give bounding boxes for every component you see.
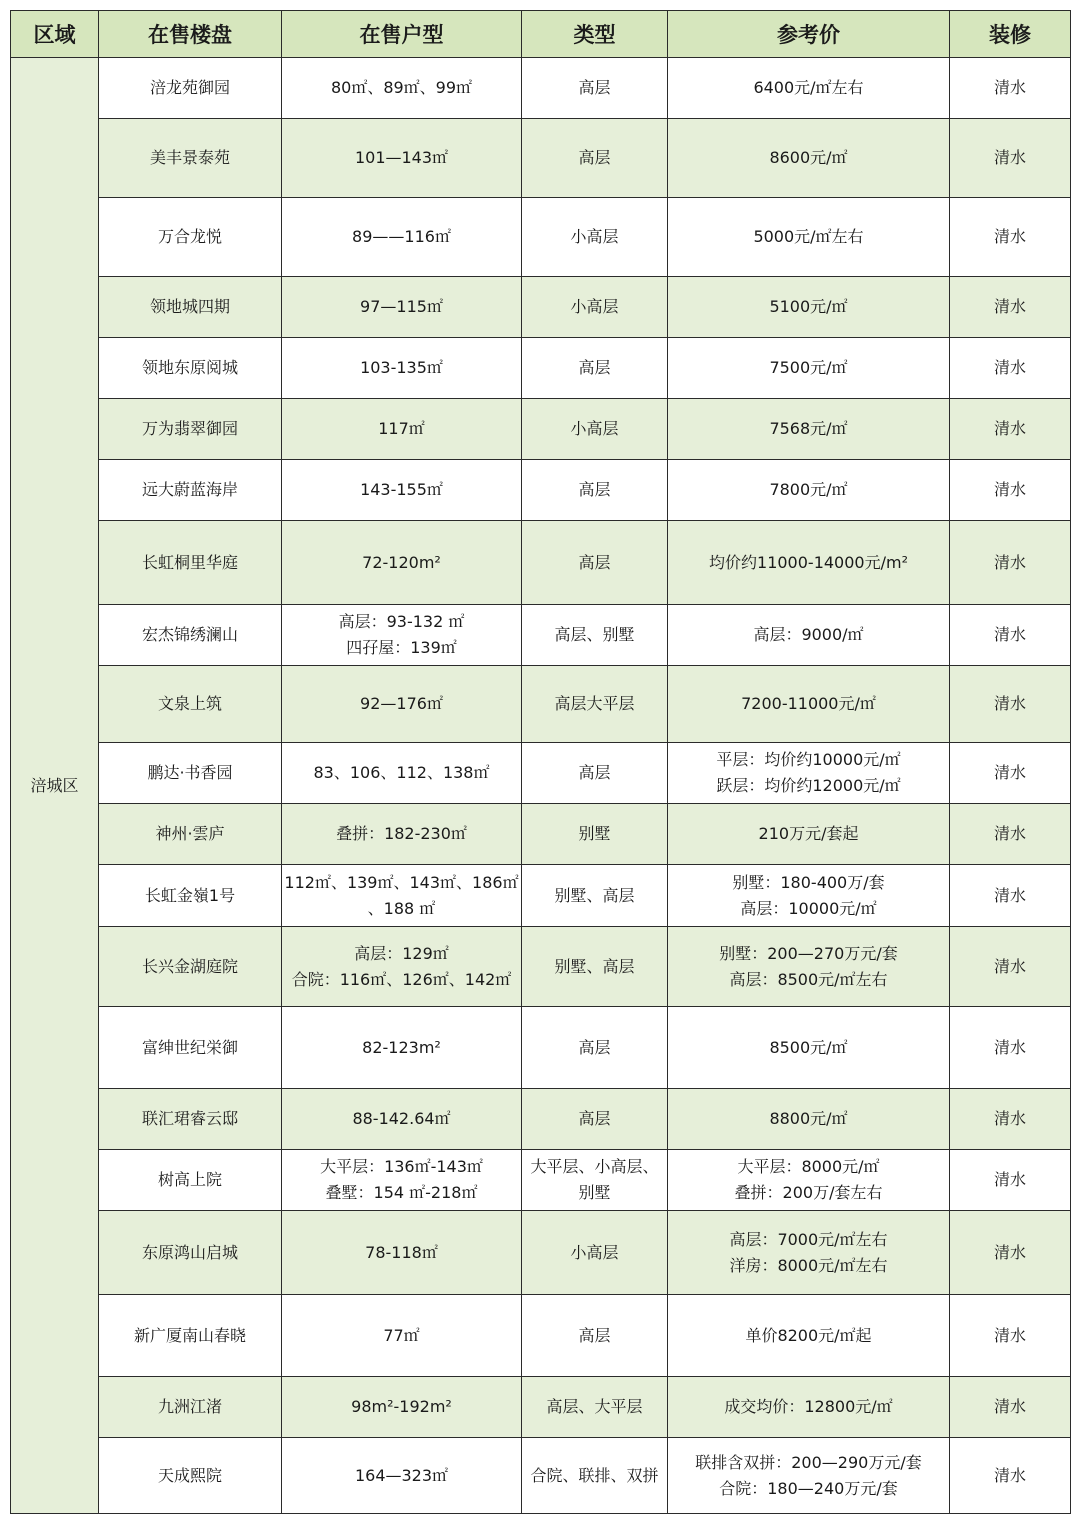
table-row xyxy=(11,1295,1071,1377)
region-cell: 涪城区 xyxy=(11,58,99,1514)
header-units: 在售户型 xyxy=(282,11,522,58)
type-cell xyxy=(522,338,668,399)
price-cell-line: 8500元/㎡ xyxy=(769,1037,848,1057)
units-cell-line: 、188 ㎡ xyxy=(367,898,436,918)
price-cell-line: 合院：180—240万元/套 xyxy=(719,1478,898,1498)
units-cell xyxy=(282,1211,522,1295)
type-cell-line: 别墅 xyxy=(578,824,611,843)
units-cell-line: 88-142.64㎡ xyxy=(352,1109,451,1128)
price-cell-line: 别墅：180-400万/套 xyxy=(732,872,885,892)
units-cell-line: 92—176㎡ xyxy=(360,694,443,713)
finish-cell: 清水 xyxy=(950,399,1071,460)
price-cell-line: 洋房：8000元/㎡左右 xyxy=(729,1255,888,1275)
table-row xyxy=(11,1007,1071,1089)
price-cell xyxy=(668,605,950,666)
price-cell-line: 5000元/㎡左右 xyxy=(753,227,864,246)
type-cell-line: 高层 xyxy=(578,78,611,97)
project-cell: 文泉上筑 xyxy=(99,666,282,743)
units-cell-line: 97—115㎡ xyxy=(360,297,443,316)
finish-cell: 清水 xyxy=(950,666,1071,743)
price-cell xyxy=(668,277,950,338)
price-cell-line: 6400元/㎡左右 xyxy=(753,78,864,97)
units-cell-line: 82-123m² xyxy=(362,1037,441,1057)
table-row xyxy=(11,1150,1071,1211)
finish-cell: 清水 xyxy=(950,58,1071,119)
finish-cell: 清水 xyxy=(950,804,1071,865)
type-cell-line: 高层 xyxy=(578,552,611,572)
type-cell-line: 高层 xyxy=(578,1325,611,1345)
type-cell xyxy=(522,460,668,521)
project-cell: 长虹桐里华庭 xyxy=(99,521,282,605)
project-cell: 树高上院 xyxy=(99,1150,282,1211)
header-type: 类型 xyxy=(522,11,668,58)
units-cell xyxy=(282,743,522,804)
price-cell-line: 210万元/套起 xyxy=(758,824,859,843)
finish-cell: 清水 xyxy=(950,865,1071,927)
type-cell xyxy=(522,865,668,927)
table-row xyxy=(11,1438,1071,1514)
project-cell: 领地东原阅城 xyxy=(99,338,282,399)
units-cell xyxy=(282,460,522,521)
units-cell xyxy=(282,399,522,460)
finish-cell: 清水 xyxy=(950,521,1071,605)
type-cell-line: 小高层 xyxy=(570,227,619,246)
price-cell-line: 叠拼：200万/套左右 xyxy=(734,1183,883,1202)
project-cell: 九洲江渚 xyxy=(99,1377,282,1438)
units-cell xyxy=(282,1295,522,1377)
housing-price-sheet xyxy=(10,10,1070,1514)
finish-cell: 清水 xyxy=(950,1295,1071,1377)
finish-cell: 清水 xyxy=(950,460,1071,521)
units-cell xyxy=(282,338,522,399)
table-row xyxy=(11,927,1071,1007)
project-cell: 联汇珺睿云邸 xyxy=(99,1089,282,1150)
table-row xyxy=(11,521,1071,605)
type-cell xyxy=(522,1150,668,1211)
price-cell-line: 高层：7000元/㎡左右 xyxy=(729,1229,888,1249)
price-cell xyxy=(668,58,950,119)
type-cell-line: 高层 xyxy=(578,358,611,377)
units-cell-line: 98m²-192m² xyxy=(351,1397,452,1416)
type-cell-line: 高层 xyxy=(578,480,611,499)
price-cell-line: 7500元/㎡ xyxy=(769,358,848,377)
project-cell: 神州·雲庐 xyxy=(99,804,282,865)
finish-cell: 清水 xyxy=(950,1377,1071,1438)
finish-cell: 清水 xyxy=(950,1211,1071,1295)
finish-cell: 清水 xyxy=(950,338,1071,399)
project-cell: 万为翡翠御园 xyxy=(99,399,282,460)
units-cell-line: 四孖屋：139㎡ xyxy=(346,638,457,657)
table-row xyxy=(11,865,1071,927)
type-cell xyxy=(522,1377,668,1438)
table-row xyxy=(11,1377,1071,1438)
price-cell-line: 高层：8500元/㎡左右 xyxy=(729,969,888,989)
price-cell xyxy=(668,865,950,927)
table-row xyxy=(11,198,1071,277)
units-cell-line: 叠墅：154 ㎡-218㎡ xyxy=(325,1183,478,1202)
price-cell-line: 别墅：200—270万元/套 xyxy=(719,943,898,963)
type-cell xyxy=(522,58,668,119)
type-cell xyxy=(522,804,668,865)
units-cell xyxy=(282,666,522,743)
price-cell-line: 高层：9000/㎡ xyxy=(753,625,864,644)
type-cell-line: 小高层 xyxy=(570,297,619,316)
units-cell-line: 大平层：136㎡-143㎡ xyxy=(320,1157,483,1176)
type-cell-line: 高层 xyxy=(578,1109,611,1128)
price-cell xyxy=(668,198,950,277)
header-price: 参考价 xyxy=(668,11,950,58)
table-row xyxy=(11,460,1071,521)
type-cell-line: 小高层 xyxy=(570,419,619,438)
price-cell-line: 单价8200元/㎡起 xyxy=(745,1325,872,1345)
price-cell-line: 7800元/㎡ xyxy=(769,480,848,499)
price-cell-line: 高层：10000元/㎡ xyxy=(740,898,877,918)
price-cell xyxy=(668,1295,950,1377)
price-cell xyxy=(668,804,950,865)
units-cell-line: 143-155㎡ xyxy=(360,480,443,499)
type-cell-line: 小高层 xyxy=(570,1242,619,1262)
type-cell xyxy=(522,743,668,804)
price-cell-line: 8800元/㎡ xyxy=(769,1109,848,1128)
units-cell-line: 164—323㎡ xyxy=(354,1465,449,1485)
units-cell-line: 叠拼：182-230㎡ xyxy=(336,824,467,843)
units-cell-line: 103-135㎡ xyxy=(360,358,443,377)
type-cell xyxy=(522,198,668,277)
type-cell-line: 高层 xyxy=(578,1037,611,1057)
type-cell xyxy=(522,1211,668,1295)
finish-cell: 清水 xyxy=(950,1007,1071,1089)
table-row xyxy=(11,804,1071,865)
price-cell xyxy=(668,338,950,399)
units-cell-line: 78-118㎡ xyxy=(365,1242,438,1262)
header-finish: 装修 xyxy=(950,11,1071,58)
project-cell: 长兴金湖庭院 xyxy=(99,927,282,1007)
finish-cell: 清水 xyxy=(950,1438,1071,1514)
table-row xyxy=(11,743,1071,804)
table-body xyxy=(11,58,1071,1514)
finish-cell: 清水 xyxy=(950,743,1071,804)
units-cell xyxy=(282,1438,522,1514)
price-cell-line: 平层：均价约10000元/㎡ xyxy=(716,750,901,769)
units-cell-line: 高层：93-132 ㎡ xyxy=(338,612,465,631)
type-cell xyxy=(522,1089,668,1150)
table-row xyxy=(11,58,1071,119)
table-row xyxy=(11,1211,1071,1295)
project-cell: 远大蔚蓝海岸 xyxy=(99,460,282,521)
table-row xyxy=(11,338,1071,399)
type-cell xyxy=(522,605,668,666)
type-cell xyxy=(522,927,668,1007)
units-cell-line: 112㎡、139㎡、143㎡、186㎡ xyxy=(284,872,519,892)
price-cell-line: 成交均价：12800元/㎡ xyxy=(724,1397,893,1416)
price-cell xyxy=(668,460,950,521)
project-cell: 长虹金嶺1号 xyxy=(99,865,282,927)
table-row xyxy=(11,1089,1071,1150)
finish-cell: 清水 xyxy=(950,605,1071,666)
units-cell xyxy=(282,58,522,119)
units-cell-line: 77㎡ xyxy=(383,1325,420,1345)
units-cell xyxy=(282,119,522,198)
units-cell-line: 83、106、112、138㎡ xyxy=(313,763,490,782)
units-cell xyxy=(282,1150,522,1211)
finish-cell: 清水 xyxy=(950,119,1071,198)
type-cell-line: 高层、别墅 xyxy=(554,625,635,644)
finish-cell: 清水 xyxy=(950,1089,1071,1150)
units-cell xyxy=(282,1089,522,1150)
price-cell xyxy=(668,927,950,1007)
project-cell: 万合龙悦 xyxy=(99,198,282,277)
units-cell xyxy=(282,277,522,338)
table-row xyxy=(11,399,1071,460)
project-cell: 新广厦南山春晓 xyxy=(99,1295,282,1377)
header-row xyxy=(11,11,1071,58)
table-row xyxy=(11,605,1071,666)
type-cell xyxy=(522,277,668,338)
type-cell xyxy=(522,666,668,743)
price-cell xyxy=(668,743,950,804)
units-cell-line: 89——116㎡ xyxy=(352,227,451,246)
units-cell xyxy=(282,198,522,277)
type-cell xyxy=(522,1295,668,1377)
price-cell xyxy=(668,1377,950,1438)
type-cell xyxy=(522,1007,668,1089)
type-cell-line: 高层、大平层 xyxy=(546,1397,643,1416)
units-cell xyxy=(282,804,522,865)
type-cell-line: 高层 xyxy=(578,763,611,782)
table-row xyxy=(11,277,1071,338)
price-cell xyxy=(668,666,950,743)
units-cell xyxy=(282,1377,522,1438)
project-cell: 东原鸿山启城 xyxy=(99,1211,282,1295)
units-cell xyxy=(282,865,522,927)
price-cell-line: 7568元/㎡ xyxy=(769,419,848,438)
price-cell-line: 大平层：8000元/㎡ xyxy=(737,1157,880,1176)
finish-cell: 清水 xyxy=(950,277,1071,338)
type-cell-line: 高层 xyxy=(578,148,611,167)
units-cell-line: 72-120m² xyxy=(362,552,441,572)
project-cell: 富绅世纪栄御 xyxy=(99,1007,282,1089)
units-cell-line: 高层：129㎡ xyxy=(354,943,449,963)
units-cell xyxy=(282,605,522,666)
type-cell-line: 别墅、高层 xyxy=(554,956,635,976)
project-cell: 涪龙苑御园 xyxy=(99,58,282,119)
type-cell xyxy=(522,119,668,198)
price-cell-line: 7200-11000元/㎡ xyxy=(741,694,876,713)
project-cell: 鹏达·书香园 xyxy=(99,743,282,804)
finish-cell: 清水 xyxy=(950,198,1071,277)
project-cell: 领地城四期 xyxy=(99,277,282,338)
project-cell: 天成熙院 xyxy=(99,1438,282,1514)
units-cell xyxy=(282,927,522,1007)
price-cell xyxy=(668,1211,950,1295)
type-cell xyxy=(522,1438,668,1514)
type-cell-line: 合院、联排、双拼 xyxy=(530,1465,659,1485)
price-cell xyxy=(668,1438,950,1514)
finish-cell: 清水 xyxy=(950,927,1071,1007)
price-cell xyxy=(668,1089,950,1150)
listing-table xyxy=(10,10,1071,1514)
price-cell-line: 联排含双拼：200—290万元/套 xyxy=(695,1452,922,1472)
finish-cell: 清水 xyxy=(950,1150,1071,1211)
header-region: 区域 xyxy=(11,11,99,58)
units-cell xyxy=(282,1007,522,1089)
price-cell xyxy=(668,1150,950,1211)
type-cell-line: 别墅、高层 xyxy=(554,885,635,905)
units-cell-line: 101—143㎡ xyxy=(354,148,449,167)
project-cell: 美丰景泰苑 xyxy=(99,119,282,198)
price-cell-line: 8600元/㎡ xyxy=(769,148,848,167)
type-cell xyxy=(522,521,668,605)
header-project: 在售楼盘 xyxy=(99,11,282,58)
type-cell-line: 大平层、小高层、 xyxy=(530,1157,659,1176)
table-row xyxy=(11,666,1071,743)
units-cell-line: 合院：116㎡、126㎡、142㎡ xyxy=(291,969,512,989)
type-cell-line: 高层大平层 xyxy=(554,694,635,713)
units-cell-line: 117㎡ xyxy=(378,419,425,438)
units-cell xyxy=(282,521,522,605)
price-cell xyxy=(668,119,950,198)
type-cell-line: 别墅 xyxy=(578,1183,611,1202)
price-cell xyxy=(668,521,950,605)
type-cell xyxy=(522,399,668,460)
price-cell-line: 均价约11000-14000元/m² xyxy=(709,552,908,572)
project-cell: 宏杰锦绣澜山 xyxy=(99,605,282,666)
price-cell-line: 5100元/㎡ xyxy=(769,297,848,316)
table-row xyxy=(11,119,1071,198)
units-cell-line: 80㎡、89㎡、99㎡ xyxy=(330,78,473,97)
price-cell-line: 跃层：均价约12000元/㎡ xyxy=(716,776,901,795)
price-cell xyxy=(668,399,950,460)
price-cell xyxy=(668,1007,950,1089)
